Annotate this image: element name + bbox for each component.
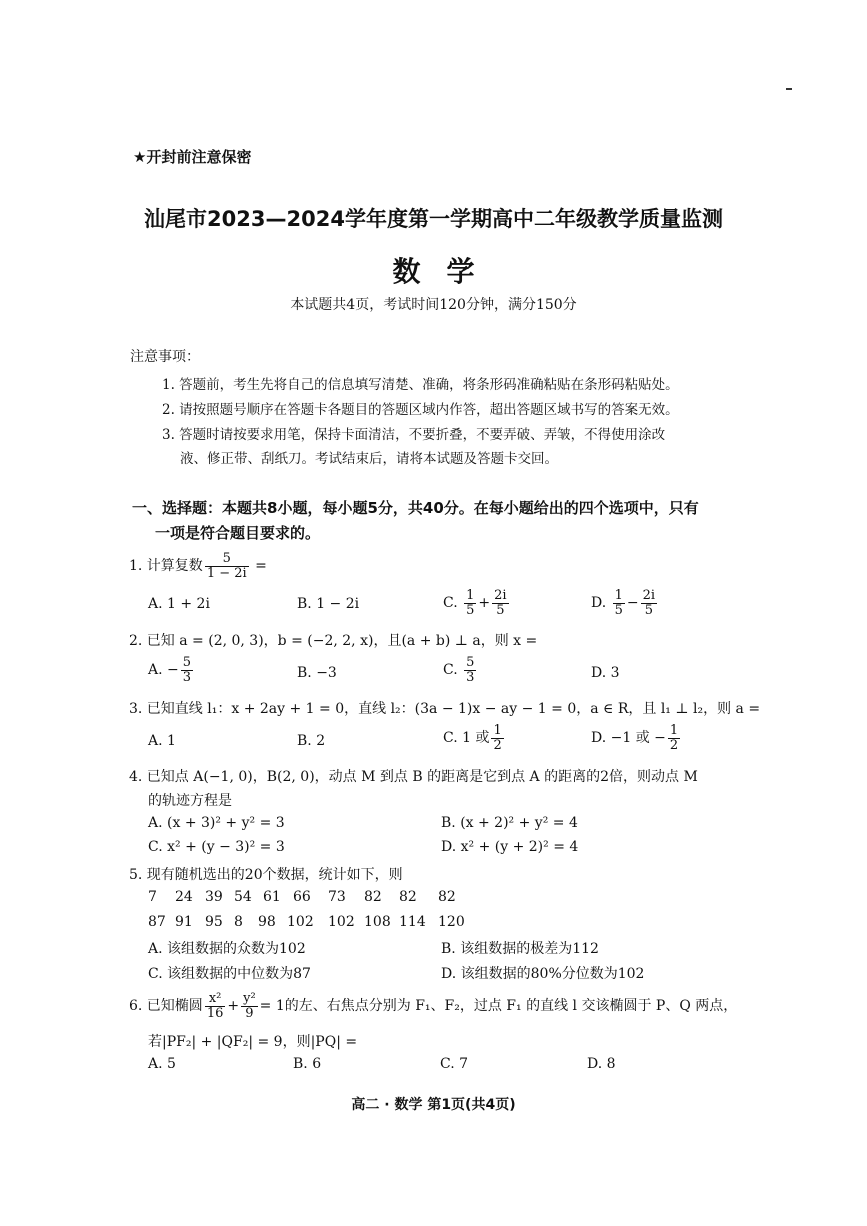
- scan-mark: [786, 88, 792, 90]
- section-heading: 一、选择题：本题共8小题，每小题5分，共40分。在每小题给出的四个选项中，只有: [132, 499, 699, 517]
- question-2-option-d: D. 3: [591, 665, 620, 681]
- notice-item: 3. 答题时请按要求用笔，保持卡面清洁，不要折叠，不要弄破、弄皱，不得使用涂改: [162, 427, 666, 443]
- question-4-stem-cont: 的轨迹方程是: [148, 793, 232, 809]
- question-1-option-a: A. 1 + 2i: [148, 596, 210, 612]
- question-1-option-c: C. $\frac{1}{5}$ + $\frac{2i}{5}$: [443, 588, 507, 618]
- section-heading-cont: 一项是符合题目要求的。: [155, 524, 321, 542]
- question-6-stem: 6. 已知椭圆 $\frac{\text{x²}}{16}$ + $\frac{\text{y²}}{9}$ = 1的左、右焦点分别为 F₁、F₂，过点 F₁ 的直线 l 交该椭圆于 P、Q 两点，: [129, 991, 738, 1021]
- question-3-option-d: D. −1 或 − $\frac{1}{2}$: [591, 723, 679, 753]
- fraction: $\frac{5}{1 - 2i}$: [206, 551, 247, 581]
- question-2-option-c: C. $\frac{5}{3}$: [443, 655, 475, 685]
- question-5-stem: 5. 现有随机选出的20个数据，统计如下，则: [129, 867, 403, 883]
- question-4-stem: 4. 已知点 A(−1, 0)，B(2, 0)，动点 M 到点 B 的距离是它到点 A 的距离的2倍，则动点 M: [129, 769, 698, 785]
- notice-item: 1. 答题前，考生先将自己的信息填写清楚、准确，将条形码准确粘贴在条形码粘贴处。: [162, 377, 679, 393]
- exam-info: 本试题共4页，考试时间120分钟，满分150分: [290, 297, 577, 313]
- question-1-option-d: D. $\frac{1}{5}$ − $\frac{2i}{5}$: [591, 588, 656, 618]
- question-5-option-b: B. 该组数据的极差为112: [441, 941, 599, 957]
- notice-heading: 注意事项：: [130, 349, 200, 365]
- question-5-option-c: C. 该组数据的中位数为87: [148, 966, 311, 982]
- subject-title: 数学: [392, 255, 501, 288]
- question-5-option-d: D. 该组数据的80%分位数为102: [441, 966, 645, 982]
- question-6-option-d: D. 8: [587, 1056, 616, 1072]
- question-6-option-c: C. 7: [440, 1056, 469, 1072]
- confidential-note: ★开封前注意保密: [133, 148, 252, 166]
- question-2-option-a: A. − $\frac{5}{3}$: [148, 655, 192, 685]
- question-5-option-a: A. 该组数据的众数为102: [148, 941, 306, 957]
- question-3-option-c: C. 1 或 $\frac{1}{2}$: [443, 723, 502, 753]
- question-1-stem: 1. 计算复数 $\frac{5}{1 - 2i}$ =: [129, 551, 267, 581]
- question-6-option-b: B. 6: [293, 1056, 322, 1072]
- question-6-stem-cont: 若|PF₂| + |QF₂| = 9，则|PQ| =: [148, 1034, 358, 1050]
- question-4-option-b: B. (x + 2)² + y² = 4: [441, 815, 578, 831]
- question-3-option-a: A. 1: [148, 733, 176, 749]
- question-4-option-a: A. (x + 3)² + y² = 3: [148, 815, 285, 831]
- exam-title: 汕尾市2023—2024学年度第一学期高中二年级教学质量监测: [144, 207, 723, 231]
- notice-item: 2. 请按照题号顺序在答题卡各题目的答题区域内作答，超出答题区域书写的答案无效。: [162, 402, 679, 418]
- notice-item: 液、修正带、刮纸刀。考试结束后，请将本试题及答题卡交回。: [180, 451, 558, 467]
- question-3-stem: 3. 已知直线 l₁：x + 2ay + 1 = 0，直线 l₂：(3a − 1)x − ay − 1 = 0，a ∈ R，且 l₁ ⊥ l₂，则 a =: [129, 701, 761, 717]
- question-4-option-c: C. x² + (y − 3)² = 3: [148, 839, 285, 855]
- question-4-option-d: D. x² + (y + 2)² = 4: [441, 839, 579, 855]
- question-6-option-a: A. 5: [148, 1056, 176, 1072]
- question-1-option-b: B. 1 − 2i: [297, 596, 360, 612]
- question-3-option-b: B. 2: [297, 733, 326, 749]
- page-footer: 高二 · 数学 第1页(共4页): [351, 1097, 516, 1113]
- question-2-option-b: B. −3: [297, 665, 337, 681]
- question-2-stem: 2. 已知 a = (2, 0, 3)，b = (−2, 2, x)，且(a + b) ⊥ a，则 x =: [129, 633, 538, 649]
